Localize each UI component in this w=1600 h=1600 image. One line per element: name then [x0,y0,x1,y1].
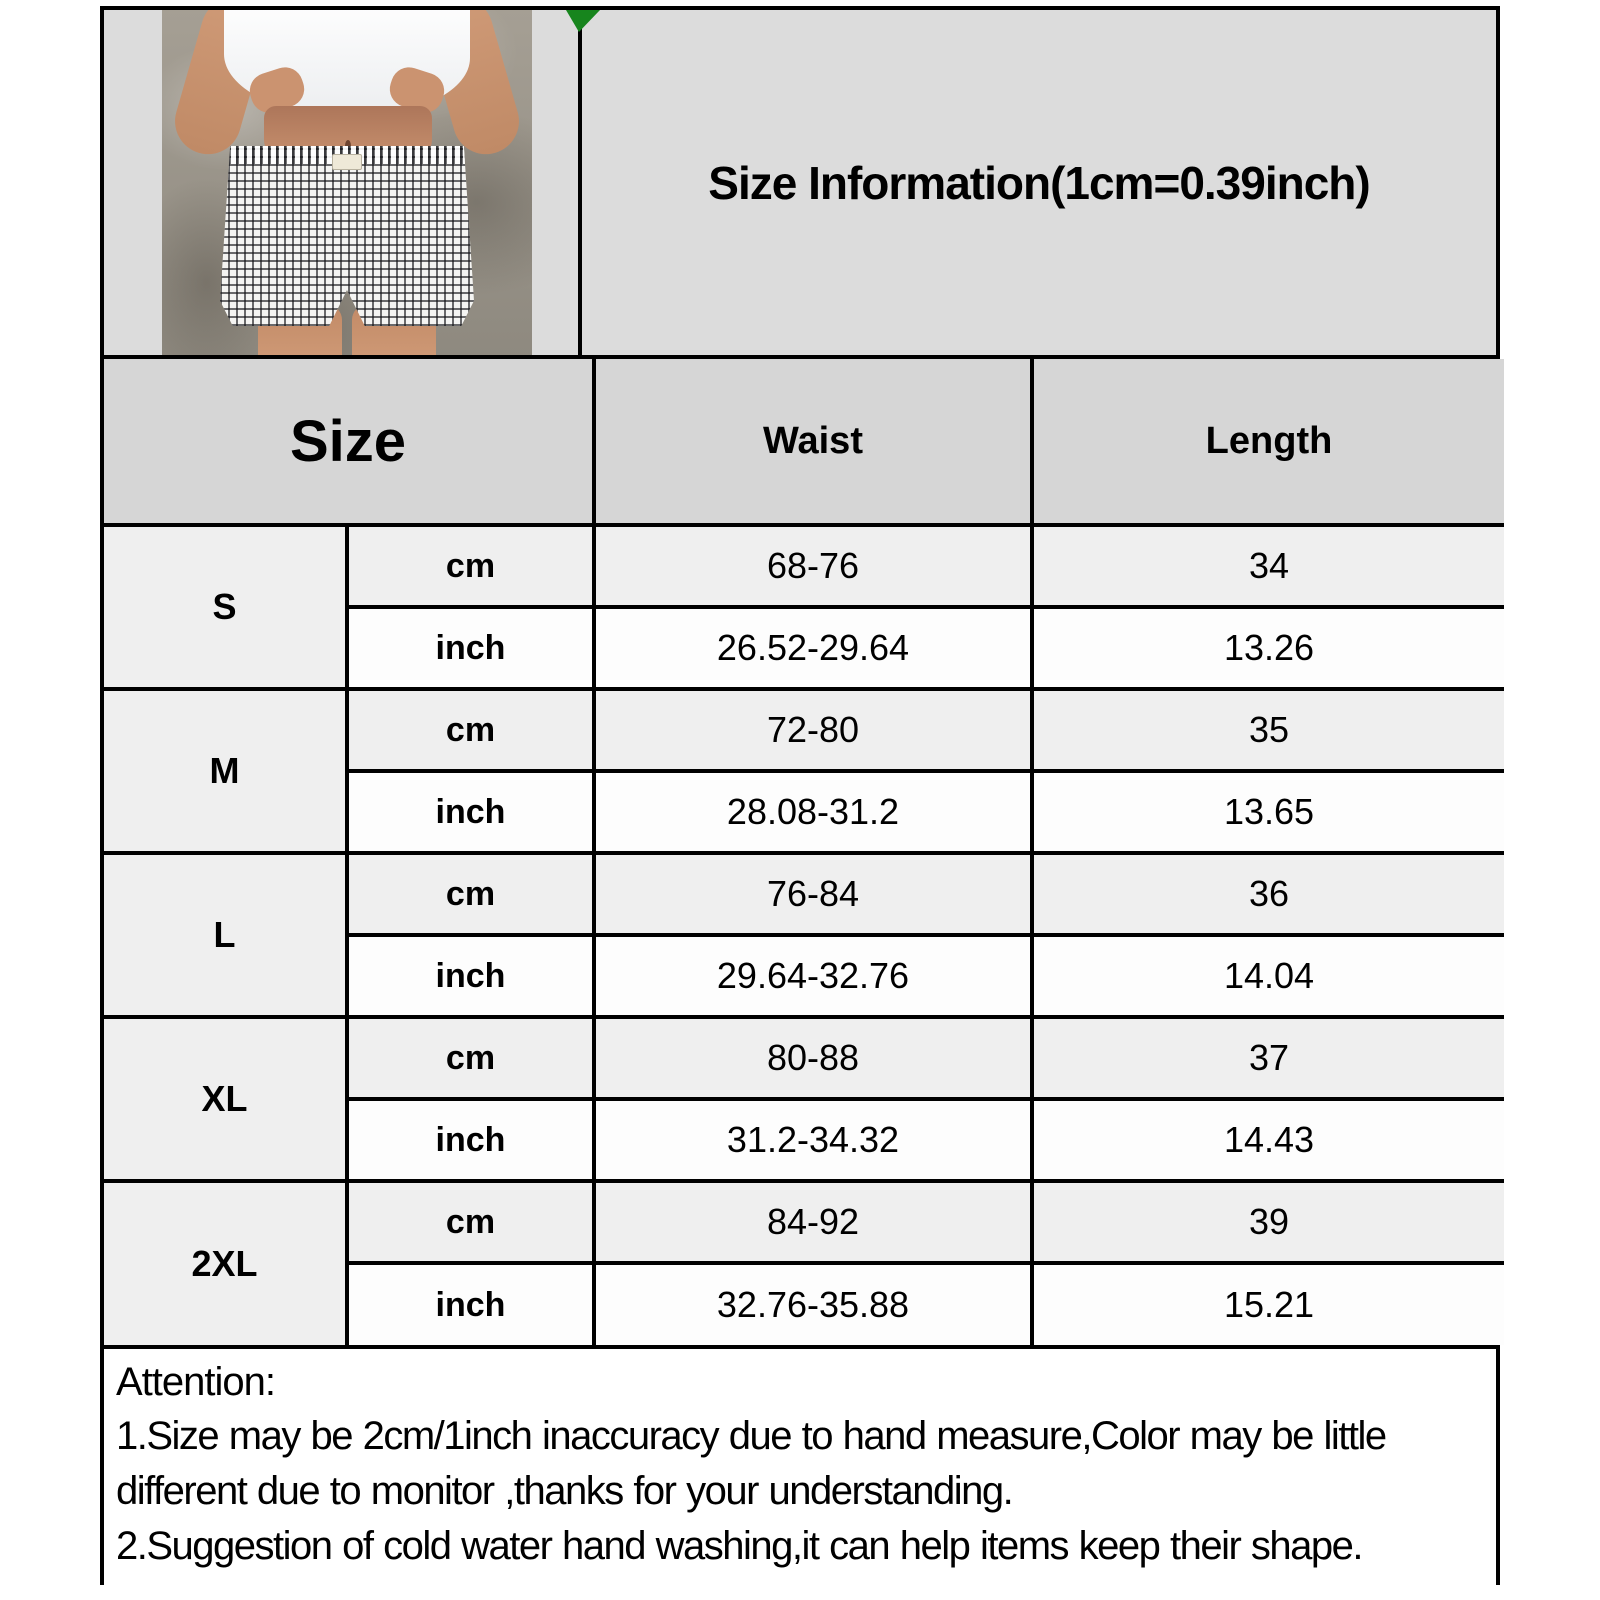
length-value: 14.04 [1032,935,1504,1017]
waist-value: 72-80 [594,689,1032,771]
size-label-l: L [104,853,347,1017]
attention-note-2: 2.Suggestion of cold water hand washing,it can help items keep their shape. [116,1524,1362,1569]
unit-cell: cm [347,853,594,935]
title-panel [582,10,1496,355]
size-chart-table [104,359,1504,1345]
product-photo [162,10,532,355]
top-section [104,10,1496,359]
table-row [104,1017,1504,1099]
unit-cell: cm [347,689,594,771]
length-value: 14.43 [1032,1099,1504,1181]
waist-value: 29.64-32.76 [594,935,1032,1017]
table-header-row [104,359,1504,525]
length-value: 37 [1032,1017,1504,1099]
table-row [104,525,1504,607]
unit-cell: inch [347,607,594,689]
header-waist: Waist [594,359,1032,525]
waist-value: 28.08-31.2 [594,771,1032,853]
product-photo-panel [104,10,582,355]
table-row [104,689,1504,771]
length-value: 13.65 [1032,771,1504,853]
length-value: 36 [1032,853,1504,935]
waist-value: 26.52-29.64 [594,607,1032,689]
length-value: 15.21 [1032,1263,1504,1345]
unit-cell: cm [347,1017,594,1099]
unit-cell: cm [347,1181,594,1263]
size-label-2xl: 2XL [104,1181,347,1345]
header-size: Size [104,359,594,525]
unit-cell: inch [347,1099,594,1181]
waist-value: 80-88 [594,1017,1032,1099]
length-value: 13.26 [1032,607,1504,689]
table-row [104,853,1504,935]
waist-value: 31.2-34.32 [594,1099,1032,1181]
page-title: Size Information(1cm=0.39inch) [708,156,1370,209]
waist-value: 76-84 [594,853,1032,935]
unit-cell: inch [347,935,594,1017]
waist-value: 84-92 [594,1181,1032,1263]
header-length: Length [1032,359,1504,525]
table-row [104,1181,1504,1263]
size-label-m: M [104,689,347,853]
size-label-s: S [104,525,347,689]
waist-value: 68-76 [594,525,1032,607]
unit-cell: inch [347,771,594,853]
length-value: 39 [1032,1181,1504,1263]
size-label-xl: XL [104,1017,347,1181]
length-value: 35 [1032,689,1504,771]
unit-cell: cm [347,525,594,607]
waist-value: 32.76-35.88 [594,1263,1032,1345]
length-value: 34 [1032,525,1504,607]
size-chart-sheet [100,6,1500,1585]
attention-section [104,1345,1496,1585]
attention-note-1: 1.Size may be 2cm/1inch inaccuracy due to hand measure,Color may be little different due to monitor ,thanks for your understanding. [116,1414,1386,1514]
photo-button-tab [332,154,362,170]
attention-heading: Attention: [116,1360,276,1404]
unit-cell: inch [347,1263,594,1345]
